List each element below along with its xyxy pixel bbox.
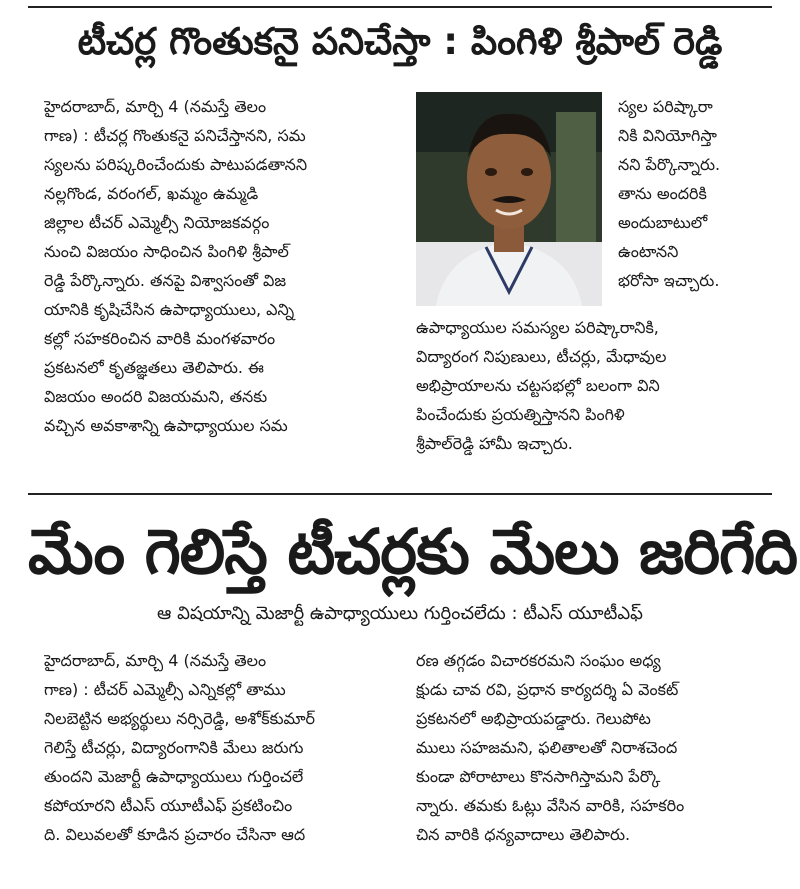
story1-col1-line: యానికి కృషిచేసిన ఉపాధ్యాయులు, ఎన్ని	[44, 300, 295, 319]
story2-col2-line: కుండా పోరాటాలు కొనసాగిస్తామని పేర్కొ	[416, 767, 661, 786]
story1-col2-line: ఉంటానని	[618, 242, 679, 261]
story2-col2-line: ప్రకటనలో అభిప్రాయపడ్డారు. గెలుపోట	[416, 709, 651, 728]
story2-col2	[416, 646, 770, 849]
story1-col2-line: తాను అందరికి	[618, 184, 707, 203]
story1-col2-lower	[416, 313, 768, 458]
story1-col1-line: వచ్చిన అవకాశాన్ని ఉపాధ్యాయుల సమ	[44, 416, 288, 435]
story1-col1-line: స్యలను పరిష్కరించేందుకు పాటుపడతానని	[44, 155, 308, 174]
top-rule	[28, 6, 772, 8]
story1-col2-line: అభిప్రాయాలను చట్టసభల్లో బలంగా విని	[416, 376, 660, 395]
story2-col1	[44, 646, 404, 849]
story1-col2-line: నికి వినియోగిస్తా	[618, 126, 717, 145]
story1-col2-upper	[618, 92, 768, 295]
story1-col1-line: కల్లో సహకరించిన వారికి మంగళవారం	[44, 329, 276, 348]
story1-col2-line: విద్యారంగ నిపుణులు, టీచర్లు, మేధావుల	[416, 347, 667, 366]
story1-col1-line: విజయం అందరి విజయమని, తనకు	[44, 387, 268, 406]
story2-col2-line: ములు సహజమని, ఫలితాలతో నిరాశచెంద	[416, 738, 678, 757]
story1-col1-line: ప్రకటనలో కృతజ్ఞతలు తెలిపారు. ఈ	[44, 358, 264, 377]
story1-col1	[44, 92, 402, 440]
story1-col2-line: అందుబాటులో	[618, 213, 708, 232]
story1-col2-line: నని పేర్కొన్నారు.	[618, 155, 721, 174]
story-divider	[28, 493, 772, 495]
story1-headline: టీచర్ల గొంతుకనై పనిచేస్తా : పింగిళి శ్రీపాల్ రెడ్డి	[77, 20, 723, 63]
story1-col1-line: నుంచి విజయం సాధించిన పింగిళి శ్రీపాల్	[44, 242, 289, 261]
story1-col2-line: స్యల పరిష్కారా	[618, 97, 713, 116]
story2-col2-line: క్షుడు చావ రవి, ప్రధాన కార్యదర్శి ఏ వెంకట్	[416, 680, 679, 699]
story1-col2-line: పించేందుకు ప్రయత్నిస్తానని పింగిళి	[416, 405, 625, 424]
story2-col2-line: రణ తగ్గడం విచారకరమని సంఘం అధ్య	[416, 651, 661, 670]
story1-col2-line: ఉపాధ్యాయుల సమస్యల పరిష్కారానికి,	[416, 318, 659, 337]
story2-col1-line: కపోయారని టీఎస్ యూటీఎఫ్ ప్రకటించిం	[44, 796, 293, 815]
story1-col1-line: రెడ్డి పేర్కొన్నారు. తనపై విశ్వాసంతో విజ	[44, 271, 287, 290]
story2-col1-line: ది. విలువలతో కూడిన ప్రచారం చేసినా ఆద	[44, 825, 306, 844]
story2-col1-line: గెలిస్తే టీచర్లు, విద్యారంగానికి మేలు జరుగు	[44, 738, 304, 757]
story2-col1-line: గాణ) : టీచర్ ఎమ్మెల్సీ ఎన్నికల్లో తాము	[44, 680, 286, 699]
story2-col2-line: న్నారు. తమకు ఓట్లు వేసిన వారికి, సహకరిం	[416, 796, 685, 815]
portrait-illustration	[416, 92, 602, 306]
story2-headline: మేం గెలిస్తే టీచర్లకు మేలు జరిగేది	[28, 515, 798, 588]
story1-col1-line: నల్లగొండ, వరంగల్, ఖమ్మం ఉమ్మడి	[44, 184, 259, 203]
story1-col2-line: శ్రీపాల్‌రెడ్డి హామీ ఇచ్చారు.	[416, 434, 573, 453]
story2-subhead: ఆ విషయాన్ని మెజార్టీ ఉపాధ్యాయులు గుర్తించలేదు : టీఎస్ యూటీఎఫ్	[157, 603, 643, 624]
story2-col1-line: నిలబెట్టిన అభ్యర్థులు నర్సిరెడ్డి, అశోక్‌కుమార్	[44, 709, 316, 728]
story1-col1-line: హైదరాబాద్, మార్చి 4 (నమస్తే తెలం	[44, 97, 267, 116]
story2-col1-line: తుందని మెజార్టీ ఉపాధ్యాయులు గుర్తించలే	[44, 767, 304, 786]
story2-col2-line: చిన వారికి ధన్యవాదాలు తెలిపారు.	[416, 825, 631, 844]
story2-col1-line: హైదరాబాద్, మార్చి 4 (నమస్తే తెలం	[44, 651, 267, 670]
story1-col1-line: జిల్లాల టీచర్ ఎమ్మెల్సీ నియోజకవర్గం	[44, 213, 270, 232]
portrait-photo	[416, 92, 602, 306]
story1-col1-line: గాణ) : టీచర్ల గొంతుకనై పనిచేస్తానని, సమ	[44, 126, 306, 145]
story1-col2-line: భరోసా ఇచ్చారు.	[618, 271, 720, 290]
